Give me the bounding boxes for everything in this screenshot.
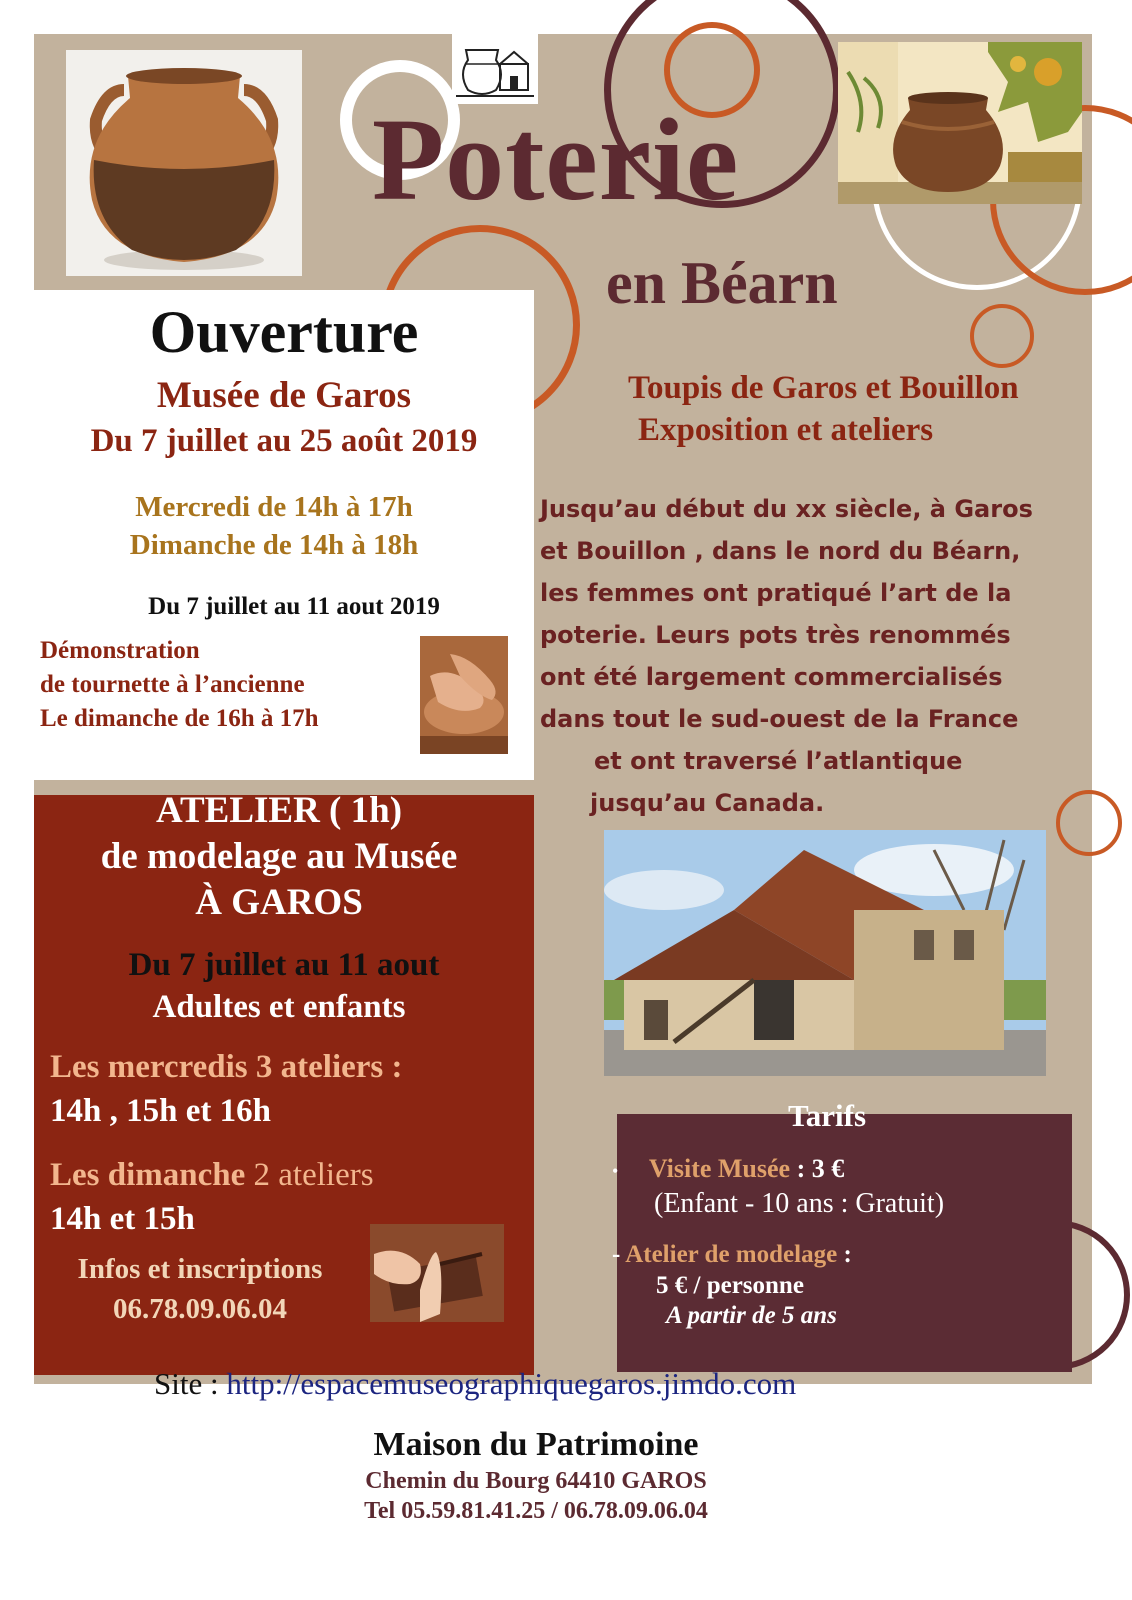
- wednesday-sessions-label: Les mercredis 3 ateliers :: [50, 1049, 403, 1085]
- atelier-price: 5 € / personne: [656, 1272, 804, 1299]
- tarifs-title: Tarifs: [787, 1098, 867, 1133]
- demo-line-3: Le dimanche de 16h à 17h: [40, 705, 319, 732]
- decor-ring: [970, 304, 1034, 368]
- description-line-2: et Bouillon , dans le nord du Béarn,: [540, 537, 1021, 565]
- description-line-7: et ont traversé l’atlantique: [594, 747, 963, 775]
- atelier-label: Atelier de modelage: [625, 1241, 838, 1268]
- description-line-4: poterie. Leurs pots très renommés: [540, 621, 1011, 649]
- description-line-5: ont été largement commercialisés: [540, 663, 1003, 691]
- atelier-audience: Adultes et enfants: [152, 989, 406, 1025]
- bullet: •: [612, 1161, 619, 1182]
- demo-dates: Du 7 juillet au 11 aout 2019: [148, 593, 440, 620]
- atelier-price-row: [612, 1238, 1062, 1272]
- description-line-3: les femmes ont pratiqué l’art de la: [540, 579, 1012, 607]
- hours-wednesday: Mercredi de 14h à 17h: [135, 491, 413, 523]
- organization-name: Maison du Patrimoine: [373, 1426, 699, 1463]
- atelier-title-3: À GAROS: [195, 882, 363, 923]
- museum-building-photo: [604, 830, 1046, 1076]
- sunday-sessions-count: 2 ateliers: [253, 1157, 374, 1193]
- description-line-8: jusqu’au Canada.: [590, 789, 825, 817]
- visit-price: 3 €: [811, 1154, 845, 1183]
- page-title: Poterie: [372, 94, 740, 225]
- visit-price-row: [612, 1152, 1062, 1188]
- demo-line-2: de tournette à l’ancienne: [40, 671, 305, 698]
- visit-child-price: (Enfant - 10 ans : Gratuit): [654, 1188, 945, 1219]
- info-label: Infos et inscriptions: [77, 1253, 323, 1285]
- opening-dates: Du 7 juillet au 25 août 2019: [90, 423, 478, 459]
- atelier-title-2: de modelage au Musée: [100, 836, 458, 877]
- pottery-wheel-photo: [420, 636, 508, 754]
- visit-separator: :: [790, 1154, 812, 1183]
- description-line-6: dans tout le sud-ouest de la France: [540, 705, 1019, 733]
- site-label: Site :: [154, 1366, 219, 1401]
- sunday-sessions-label: [50, 1154, 520, 1196]
- site-url-link[interactable]: http://espacemuseographiquegaros.jimdo.com: [226, 1366, 797, 1401]
- organization-phone: Tel 05.59.81.41.25 / 06.78.09.06.04: [364, 1498, 708, 1524]
- expo-line-1: Toupis de Garos et Bouillon: [628, 370, 1019, 406]
- page-subtitle: en Béarn: [606, 250, 838, 316]
- atelier-dash: -: [612, 1241, 626, 1268]
- description-line-1: Jusqu’au début du xx siècle, à Garos: [540, 495, 1033, 523]
- atelier-title-1: ATELIER ( 1h): [155, 790, 403, 831]
- atelier-dates: Du 7 juillet au 11 aout: [128, 947, 440, 983]
- atelier-separator: :: [837, 1241, 852, 1268]
- organization-address: Chemin du Bourg 64410 GAROS: [365, 1468, 707, 1494]
- pot-photo: [66, 50, 302, 276]
- info-phone: 06.78.09.06.04: [113, 1293, 287, 1325]
- garden-pot-photo: [838, 42, 1082, 204]
- modeling-photo: [370, 1224, 504, 1322]
- expo-line-2: Exposition et ateliers: [638, 412, 934, 448]
- site-row: [154, 1364, 1054, 1404]
- sunday-sessions-day: Les dimanche: [50, 1157, 246, 1193]
- atelier-age: A partir de 5 ans: [666, 1302, 837, 1329]
- wednesday-sessions-times: 14h , 15h et 16h: [50, 1093, 271, 1129]
- demo-line-1: Démonstration: [40, 637, 200, 664]
- opening-heading: Ouverture: [149, 299, 419, 365]
- hours-sunday: Dimanche de 14h à 18h: [129, 529, 419, 561]
- museum-name: Musée de Garos: [156, 375, 412, 416]
- visit-label: Visite Musée: [648, 1154, 791, 1183]
- sunday-sessions-times: 14h et 15h: [50, 1201, 195, 1237]
